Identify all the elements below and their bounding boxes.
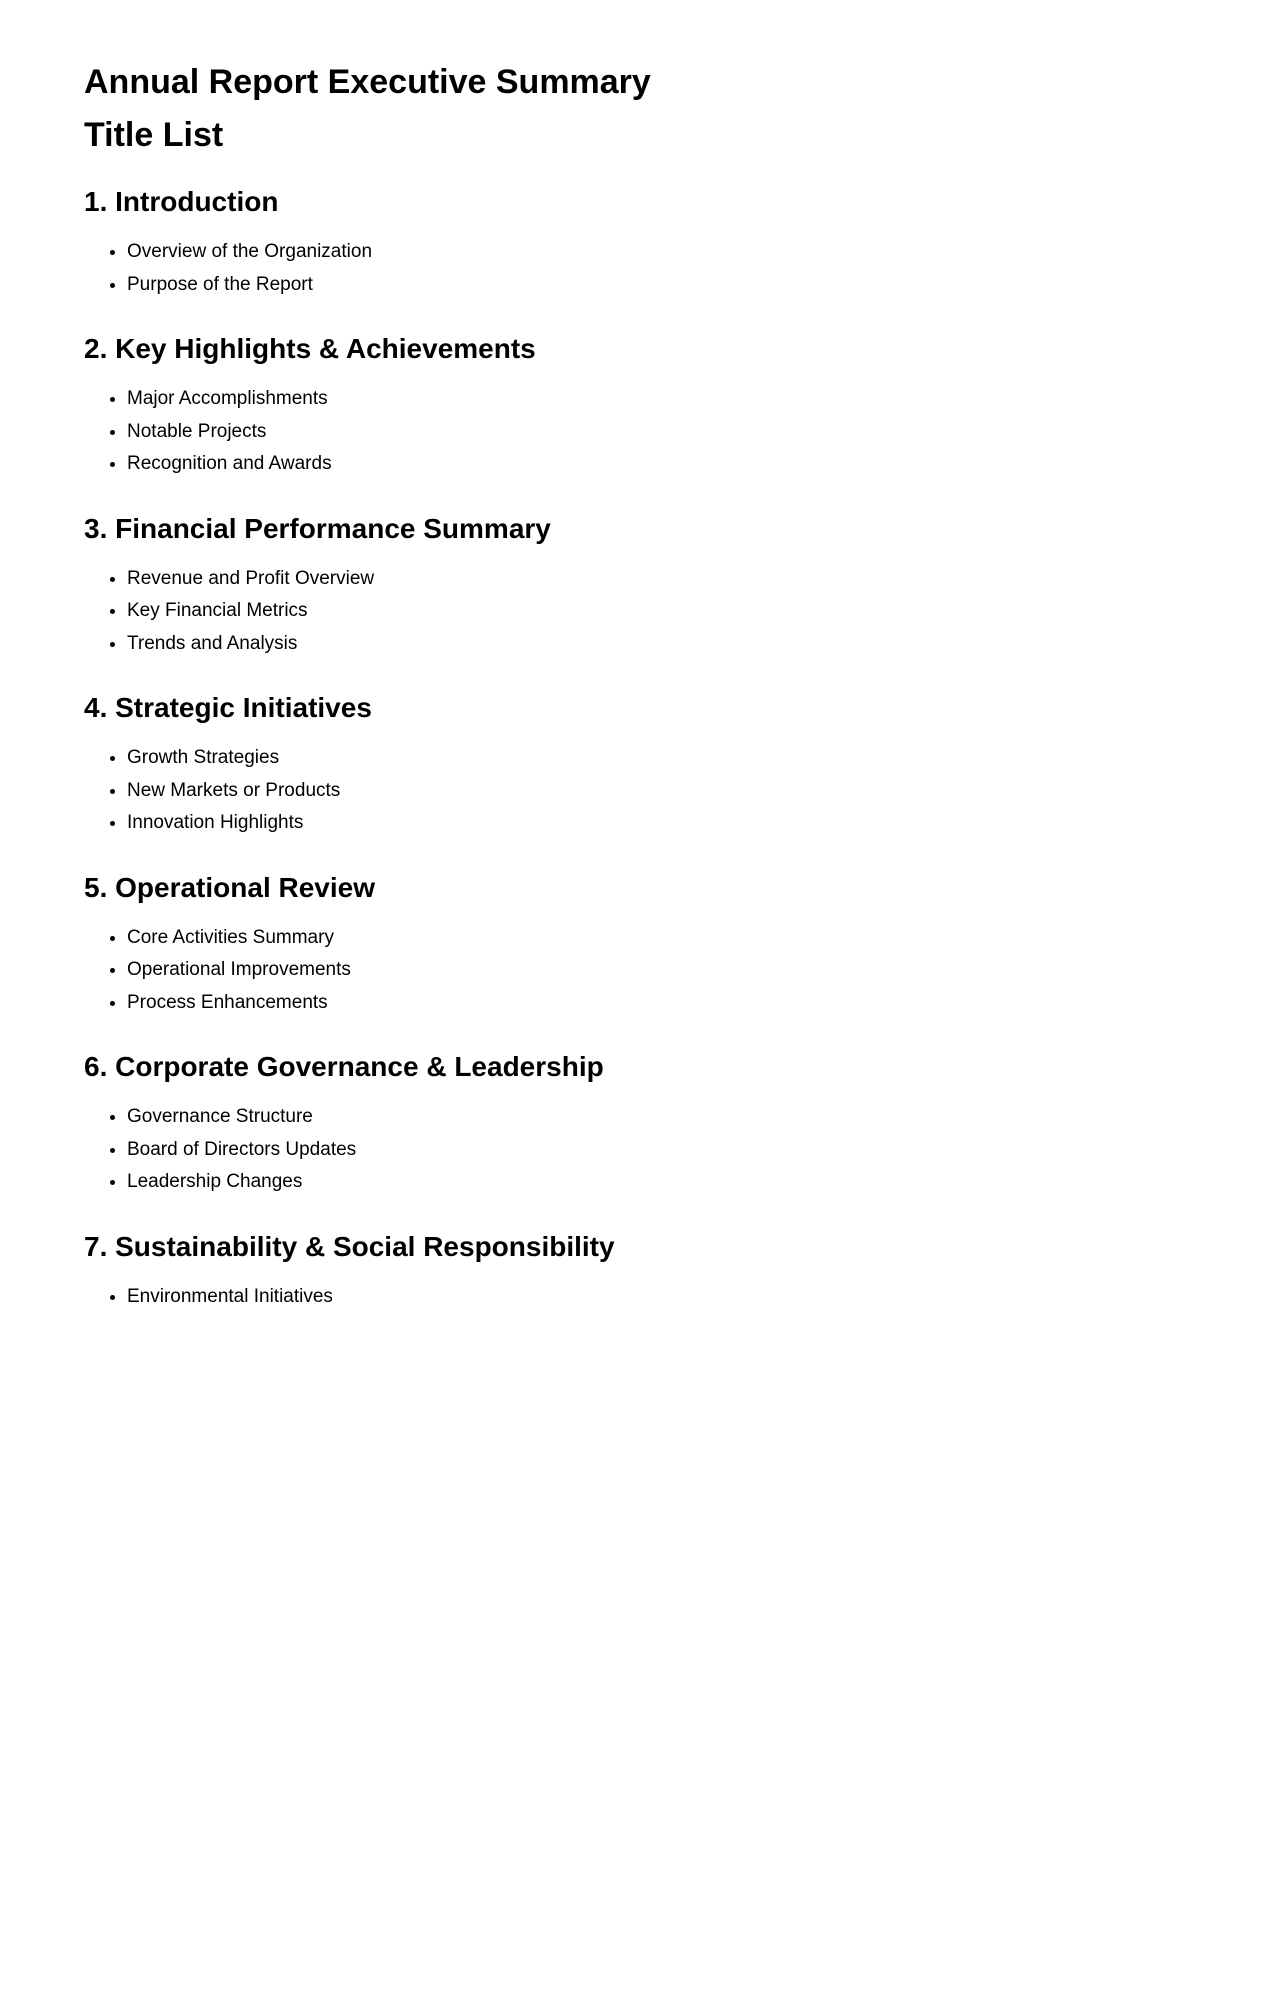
list-item: • Process Enhancements (127, 989, 1183, 1018)
list-item: • Overview of the Organization (127, 238, 1183, 267)
list-item: • Key Financial Metrics (127, 597, 1183, 626)
document-section (84, 328, 1183, 479)
list-item: • Governance Structure (127, 1103, 1183, 1132)
document-title-line-1: Annual Report Executive Summary (84, 63, 651, 101)
section-bullet-list (84, 1283, 1183, 1312)
document-section (84, 508, 1183, 659)
list-item: • Trends and Analysis (127, 630, 1183, 659)
list-item: • Notable Projects (127, 418, 1183, 447)
document-section (84, 867, 1183, 1018)
list-item: • Growth Strategies (127, 744, 1183, 773)
list-item: • Major Accomplishments (127, 385, 1183, 414)
section-bullet-list (84, 238, 1183, 299)
section-heading: 7. Sustainability & Social Responsibility (84, 1230, 615, 1262)
list-item: • Innovation Highlights (127, 809, 1183, 838)
document-title (84, 56, 1183, 162)
list-item: • Core Activities Summary (127, 924, 1183, 953)
document-section (84, 181, 1183, 299)
section-heading: 6. Corporate Governance & Leadership (84, 1051, 604, 1083)
section-bullet-list (84, 924, 1183, 1018)
sections-container (84, 181, 1183, 1311)
list-item: • Operational Improvements (127, 956, 1183, 985)
list-item: • Purpose of the Report (127, 271, 1183, 300)
section-bullet-list (84, 385, 1183, 479)
section-bullet-list (84, 565, 1183, 659)
document-section (84, 1226, 1183, 1312)
list-item: • Board of Directors Updates (127, 1136, 1183, 1165)
section-heading: 4. Strategic Initiatives (84, 692, 372, 724)
document-section (84, 687, 1183, 838)
list-item: • Revenue and Profit Overview (127, 565, 1183, 594)
section-heading: 5. Operational Review (84, 871, 375, 903)
document-title-line-2: Title List (84, 116, 224, 155)
list-item: • Environmental Initiatives (127, 1283, 1183, 1312)
section-heading: 1. Introduction (84, 186, 279, 218)
section-bullet-list (84, 744, 1183, 838)
section-heading: 2. Key Highlights & Achievements (84, 333, 536, 365)
document-section (84, 1046, 1183, 1197)
list-item: • Recognition and Awards (127, 450, 1183, 479)
list-item: • New Markets or Products (127, 777, 1183, 806)
list-item: • Leadership Changes (127, 1168, 1183, 1197)
section-heading: 3. Financial Performance Summary (84, 512, 551, 544)
section-bullet-list (84, 1103, 1183, 1197)
